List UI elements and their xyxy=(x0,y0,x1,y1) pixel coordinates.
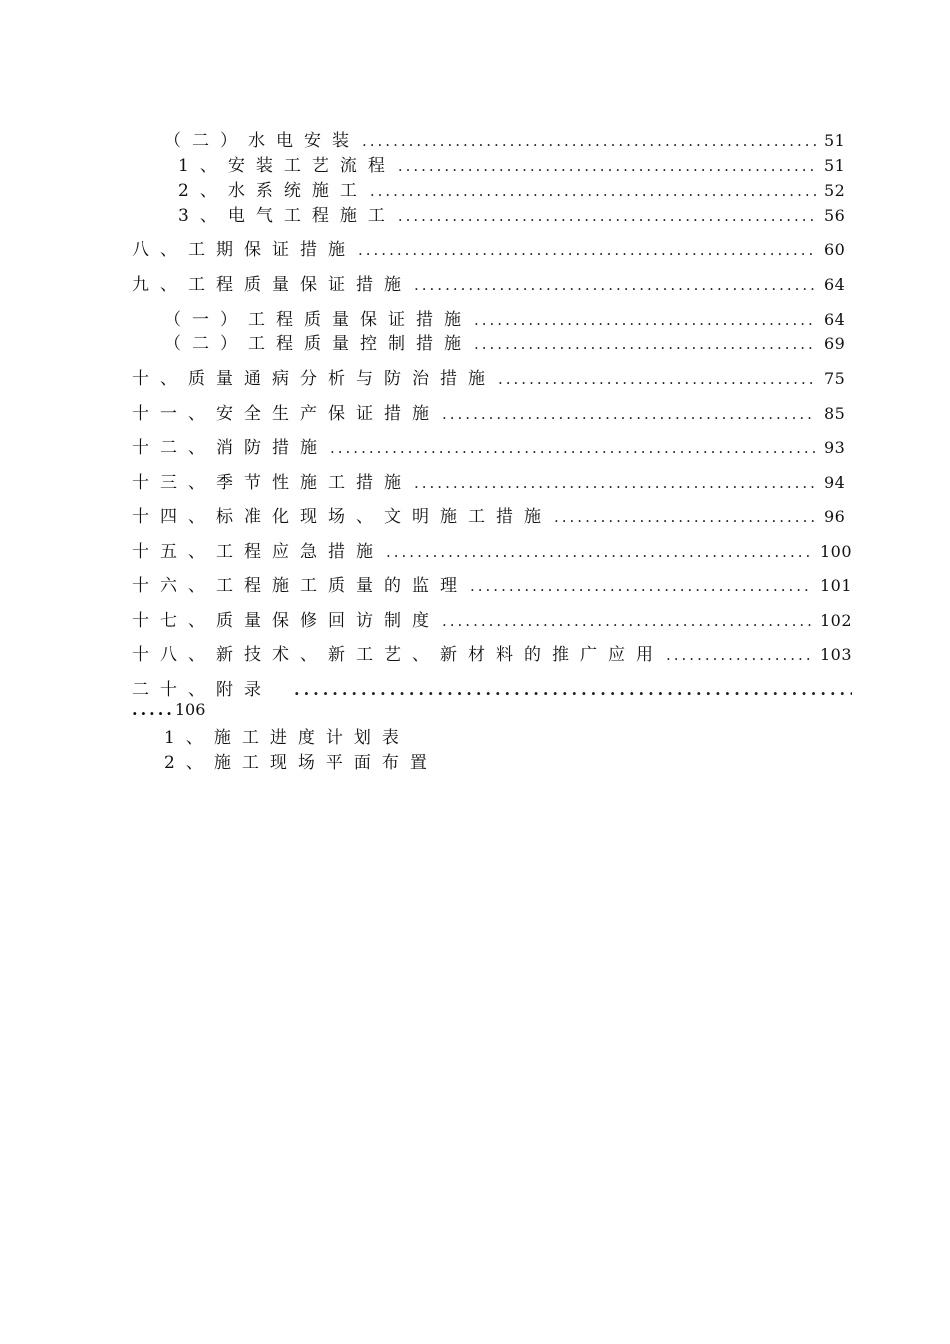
leader-dots xyxy=(474,311,816,329)
toc-entry[interactable] xyxy=(178,151,852,176)
toc-page-number: 75 xyxy=(824,369,846,388)
leader-dots xyxy=(554,508,816,526)
leader-dots xyxy=(398,157,816,175)
leader-dots xyxy=(386,543,812,561)
leader-dots xyxy=(498,370,816,388)
toc-entry-appendix[interactable] xyxy=(132,675,852,700)
appendix-item: 1、施工进度计划表 xyxy=(164,728,410,748)
toc-entry[interactable] xyxy=(164,126,852,151)
toc-entry-title: 十五、工程应急措施 xyxy=(132,542,384,562)
toc-page-number: 51 xyxy=(824,156,846,175)
toc-entry[interactable] xyxy=(178,176,852,201)
toc-entry-title: 十四、标准化现场、文明施工措施 xyxy=(132,507,552,527)
toc-page-number: 103 xyxy=(819,645,852,664)
leader-dots xyxy=(370,182,816,200)
toc-entry[interactable] xyxy=(132,235,852,260)
appendix-item: 2、施工现场平面布置 xyxy=(164,753,438,773)
toc-entry[interactable] xyxy=(132,433,852,458)
toc-entry-title: 十、质量通病分析与防治措施 xyxy=(132,369,496,389)
toc-entry-title: （一）工程质量保证措施 xyxy=(164,310,472,330)
leader-dots xyxy=(294,680,852,699)
toc-entry-title: （二）水电安装 xyxy=(164,131,360,151)
toc-entry[interactable] xyxy=(178,201,852,226)
toc-entry-appendix-continuation xyxy=(132,700,205,719)
toc-entry-title: 八、工期保证措施 xyxy=(132,240,356,260)
toc-entry-title: 十八、新技术、新工艺、新材料的推广应用 xyxy=(132,645,664,665)
toc-entry[interactable] xyxy=(164,329,852,354)
toc-entry-title: 2、水系统施工 xyxy=(178,181,368,201)
leader-dots xyxy=(442,612,812,630)
toc-entry-title: 十六、工程施工质量的监理 xyxy=(132,576,468,596)
toc-entry-title: 1、安装工艺流程 xyxy=(178,156,396,176)
leader-dots xyxy=(330,439,816,457)
toc-entry-title: 二十、附录 xyxy=(132,680,272,700)
leader-dots xyxy=(414,474,816,492)
toc-entry-title: 3、电气工程施工 xyxy=(178,206,396,226)
toc-page-number: 69 xyxy=(824,334,846,353)
toc-entry[interactable] xyxy=(132,364,852,389)
toc-entry[interactable] xyxy=(132,571,852,596)
leader-dots xyxy=(442,405,816,423)
toc-page-number: 101 xyxy=(819,576,852,595)
toc-entry-title: 十七、质量保修回访制度 xyxy=(132,611,440,631)
toc-page-number: 60 xyxy=(824,240,846,259)
toc-entry-title: （二）工程质量控制措施 xyxy=(164,334,472,354)
toc-entry[interactable] xyxy=(132,640,852,665)
toc-page-number: 85 xyxy=(824,404,846,423)
toc-entry-title: 十三、季节性施工措施 xyxy=(132,473,412,493)
leader-dots xyxy=(414,276,816,294)
toc-entry[interactable] xyxy=(132,606,852,631)
leader-dots xyxy=(666,646,812,664)
toc-page-number: 100 xyxy=(819,542,852,561)
toc-entry-title: 十一、安全生产保证措施 xyxy=(132,404,440,424)
toc-entry[interactable] xyxy=(132,537,852,562)
toc-page-number: 64 xyxy=(824,310,846,329)
leader-dots xyxy=(470,577,812,595)
toc-page-number: 102 xyxy=(819,611,852,630)
leader-dots xyxy=(362,132,816,150)
toc-page-number: 56 xyxy=(824,206,846,225)
toc-page-number: 52 xyxy=(824,181,846,200)
toc-entry[interactable] xyxy=(132,270,852,295)
toc-page-number: 94 xyxy=(824,473,846,492)
leader-dots xyxy=(398,207,816,225)
toc-entry-title: 十二、消防措施 xyxy=(132,438,328,458)
toc-page-number: 51 xyxy=(824,131,846,150)
toc-entry[interactable] xyxy=(132,399,852,424)
toc-page-number: 106 xyxy=(174,700,206,719)
leader-dots: ..... xyxy=(132,700,175,719)
toc-entry[interactable] xyxy=(164,305,852,330)
toc-page-number: 64 xyxy=(824,275,846,294)
toc-entry[interactable] xyxy=(132,468,852,493)
toc-page-number: 93 xyxy=(824,438,846,457)
leader-dots xyxy=(358,241,816,259)
toc-entry[interactable] xyxy=(132,502,852,527)
leader-dots xyxy=(474,335,816,353)
toc-entry-title: 九、工程质量保证措施 xyxy=(132,275,412,295)
toc-page-number: 96 xyxy=(824,507,846,526)
